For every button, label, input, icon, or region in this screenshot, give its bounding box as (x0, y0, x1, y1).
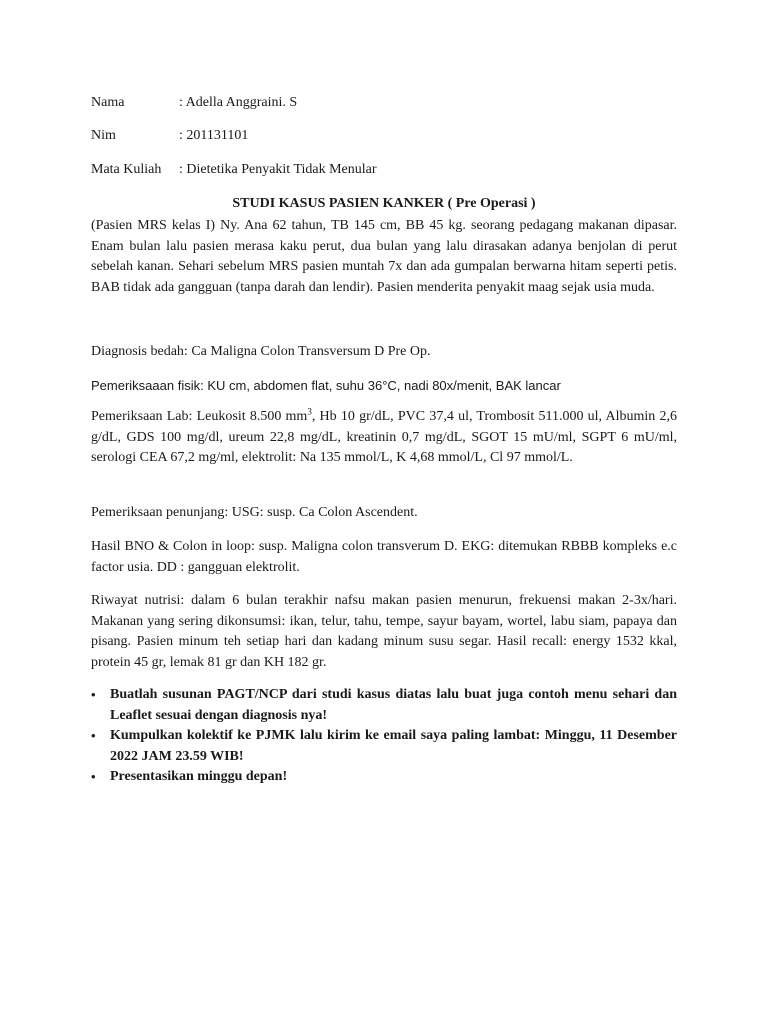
lab-exam-paragraph (91, 407, 677, 469)
mata-kuliah-label: Mata Kuliah (91, 162, 162, 177)
info-nama (91, 94, 297, 112)
info-nim (91, 127, 248, 145)
nutrition-history-paragraph: Riwayat nutrisi: dalam 6 bulan terakhir nafsu makan pasien menurun, frekuensi makan 2-3x/hari. Makanan yang sering dikonsumsi: ikan, telur, tahu, tempe, sayur bayam, wortel, labu siam, papaya dan pisang. Pasien minum teh setiap hari dan kadang minum susu segar. Hasil recall: energy 1532 kkal, protein 45 gr, lemak 81 gr dan KH 182 gr. (91, 593, 677, 670)
nama-value: : Adella Anggraini. S (179, 95, 298, 110)
task-text: Presentasikan minggu depan! (110, 769, 288, 785)
nama-label: Nama (91, 95, 125, 110)
task-text: Buatlah susunan PAGT/NCP dari studi kasus diatas lalu buat juga contoh menu sehari dan Leaflet sesuai dengan diagnosis nya! (110, 687, 677, 723)
task-item (91, 726, 677, 767)
mata-kuliah-value: : Dietetika Penyakit Tidak Menular (179, 162, 377, 177)
task-text: Kumpulkan kolektif ke PJMK lalu kirim ke email saya paling lambat: Minggu, 11 Desember 2022 JAM 23.59 WIB! (110, 728, 677, 764)
info-mata-kuliah (91, 161, 377, 179)
task-item (91, 685, 677, 726)
document-title: STUDI KASUS PASIEN KANKER ( Pre Operasi ) (232, 196, 536, 211)
task-list (91, 685, 677, 788)
case-intro-paragraph: (Pasien MRS kelas I) Ny. Ana 62 tahun, TB 145 cm, BB 45 kg. seorang pedagang makanan dipasar. Enam bulan lalu pasien merasa kaku perut, dua bulan yang lalu dirasakan adanya benjolan di perut sebelah kanan. Sehari sebelum MRS pasien muntah 7x dan ada gumpalan berwarna hitam seperti petis. BAB tidak ada gangguan (tanpa darah dan lendir). Pasien menderita penyakit maag sejak usia muda. (91, 218, 677, 295)
lab-text-rest: , Hb 10 gr/dL, PVC 37,4 ul, Trombosit 511.000 ul, Albumin 2,6 g/dL, GDS 100 mg/dl, ureum 22,8 mg/dL, kreatinin 0,7 mg/dL, SGOT 15 mU/ml, SGPT 6 mU/ml, serologi CEA 67,2 mg/ml, elektrolit: Na 135 mmol/L, K 4,68 mmol/L, Cl 97 mmol/L. (91, 409, 677, 466)
nim-label: Nim (91, 128, 116, 143)
bullet-icon: • (91, 769, 96, 785)
nim-value: : 201131101 (179, 128, 249, 143)
diagnosis-paragraph: Diagnosis bedah: Ca Maligna Colon Transversum D Pre Op. (91, 344, 431, 359)
bno-result-paragraph: Hasil BNO & Colon in loop: susp. Maligna colon transverum D. EKG: ditemukan RBBB kompleks e.c factor usia. DD : gangguan elektrolit. (91, 539, 677, 575)
supporting-exam-paragraph: Pemeriksaan penunjang: USG: susp. Ca Colon Ascendent. (91, 505, 418, 520)
lab-superscript: 3 (307, 406, 312, 417)
lab-text-start: Pemeriksaan Lab: Leukosit 8.500 mm (91, 409, 308, 424)
bullet-icon: • (91, 728, 96, 744)
bullet-icon: • (91, 687, 96, 702)
task-item (91, 767, 677, 788)
physical-exam-paragraph: Pemeriksaaan fisik: KU cm, abdomen flat, suhu 36°C, nadi 80x/menit, BAK lancar (91, 378, 561, 393)
